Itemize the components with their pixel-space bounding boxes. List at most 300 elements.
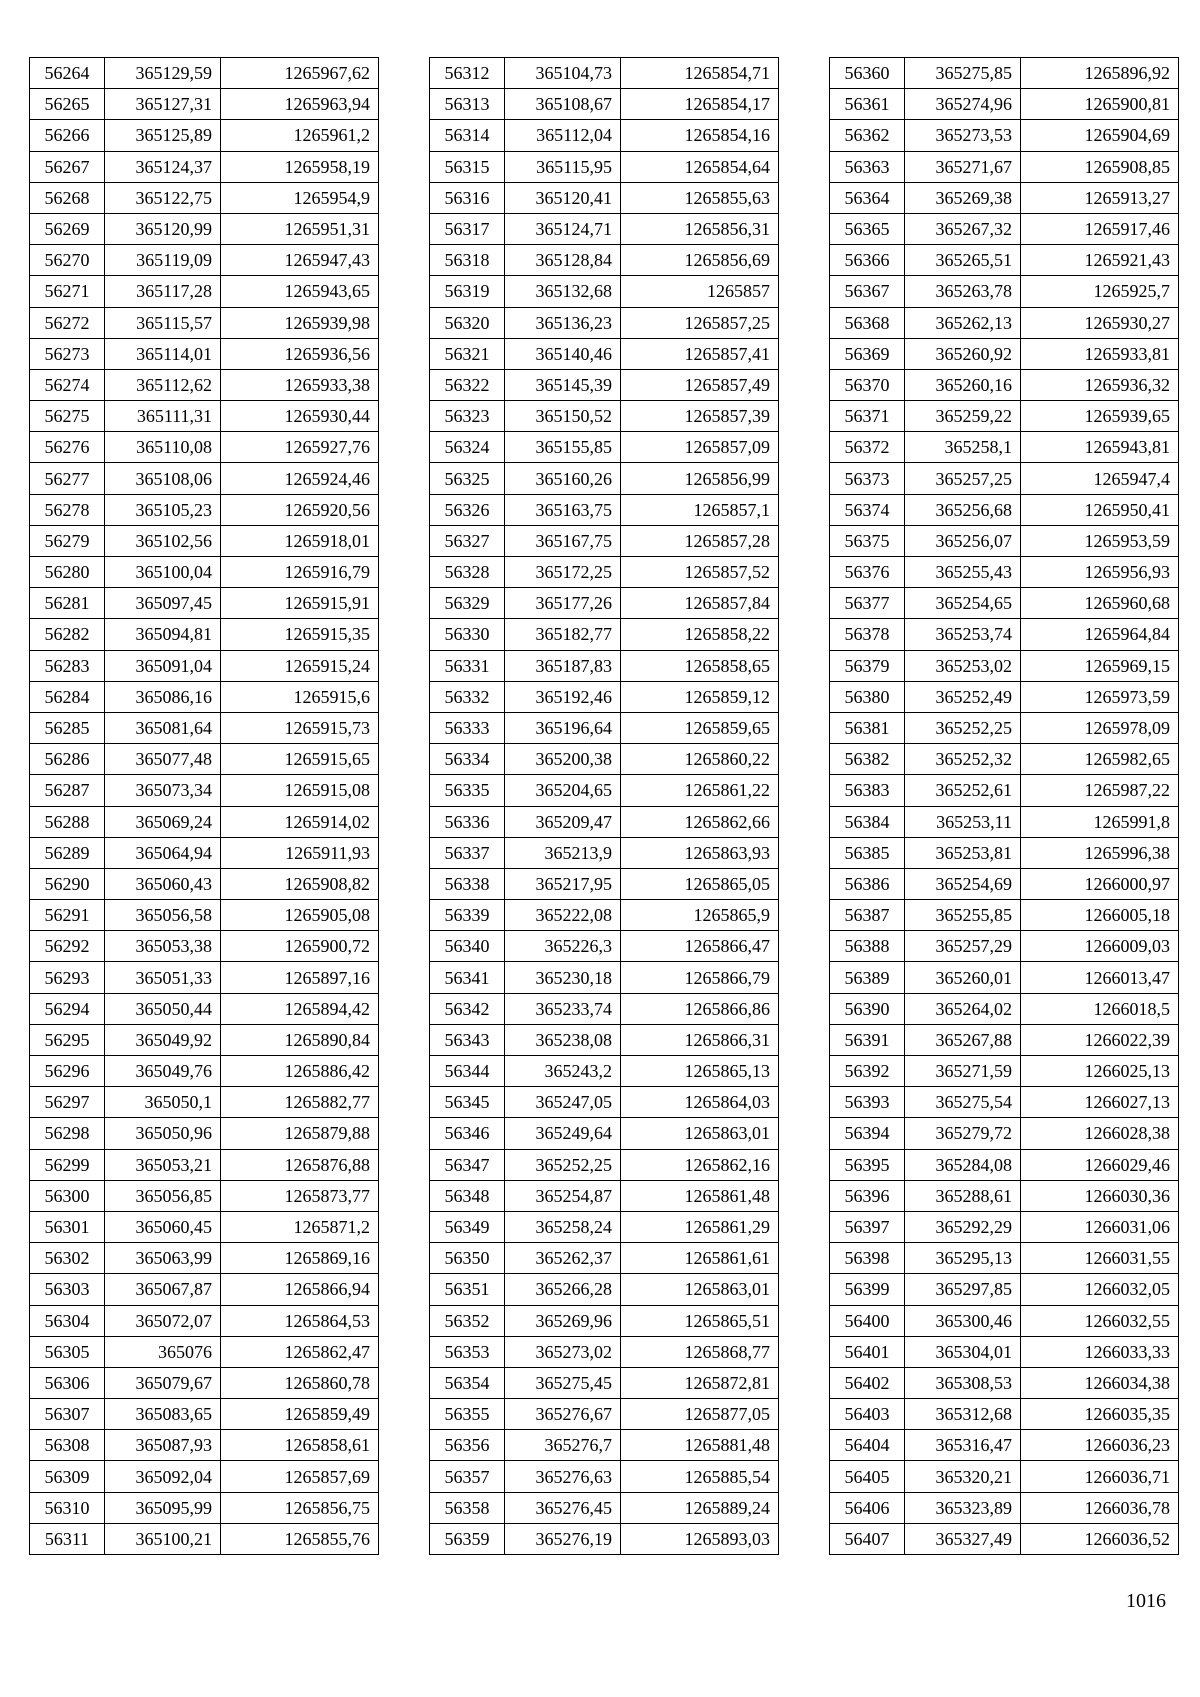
x-coordinate-cell: 365252,49 [905, 681, 1021, 712]
point-number-cell: 56400 [830, 1305, 905, 1336]
point-number-cell: 56337 [430, 837, 505, 868]
y-coordinate-cell: 1265866,86 [621, 993, 779, 1024]
point-number-cell: 56397 [830, 1211, 905, 1242]
point-number-cell: 56402 [830, 1367, 905, 1398]
point-number-cell: 56265 [30, 89, 105, 120]
point-number-cell: 56390 [830, 993, 905, 1024]
point-number-cell: 56406 [830, 1492, 905, 1523]
point-number-cell: 56341 [430, 962, 505, 993]
table-row [30, 1461, 379, 1492]
y-coordinate-cell: 1265858,22 [621, 619, 779, 650]
y-coordinate-cell: 1266009,03 [1021, 931, 1179, 962]
x-coordinate-cell: 365254,69 [905, 868, 1021, 899]
y-coordinate-cell: 1265930,44 [221, 401, 379, 432]
y-coordinate-cell: 1265864,03 [621, 1087, 779, 1118]
point-number-cell: 56299 [30, 1149, 105, 1180]
table-row [430, 557, 779, 588]
x-coordinate-cell: 365304,01 [905, 1336, 1021, 1367]
y-coordinate-cell: 1265881,48 [621, 1430, 779, 1461]
point-number-cell: 56328 [430, 557, 505, 588]
y-coordinate-cell: 1265967,62 [221, 58, 379, 89]
x-coordinate-cell: 365091,04 [105, 650, 221, 681]
point-number-cell: 56309 [30, 1461, 105, 1492]
point-number-cell: 56277 [30, 463, 105, 494]
x-coordinate-cell: 365267,32 [905, 213, 1021, 244]
x-coordinate-cell: 365276,7 [505, 1430, 621, 1461]
table-row [30, 463, 379, 494]
point-number-cell: 56360 [830, 58, 905, 89]
y-coordinate-cell: 1265855,76 [221, 1523, 379, 1554]
point-number-cell: 56365 [830, 213, 905, 244]
x-coordinate-cell: 365196,64 [505, 712, 621, 743]
table-row [30, 650, 379, 681]
y-coordinate-cell: 1265857,52 [621, 557, 779, 588]
x-coordinate-cell: 365274,96 [905, 89, 1021, 120]
point-number-cell: 56361 [830, 89, 905, 120]
point-number-cell: 56405 [830, 1461, 905, 1492]
table-row [430, 276, 779, 307]
x-coordinate-cell: 365200,38 [505, 744, 621, 775]
point-number-cell: 56279 [30, 525, 105, 556]
x-coordinate-cell: 365120,99 [105, 213, 221, 244]
point-number-cell: 56364 [830, 182, 905, 213]
x-coordinate-cell: 365125,89 [105, 120, 221, 151]
y-coordinate-cell: 1265860,22 [621, 744, 779, 775]
y-coordinate-cell: 1265924,46 [221, 463, 379, 494]
table-row [830, 1492, 1179, 1523]
x-coordinate-cell: 365115,95 [505, 151, 621, 182]
x-coordinate-cell: 365073,34 [105, 775, 221, 806]
y-coordinate-cell: 1265964,84 [1021, 619, 1179, 650]
point-number-cell: 56285 [30, 712, 105, 743]
x-coordinate-cell: 365060,45 [105, 1211, 221, 1242]
table-row [30, 962, 379, 993]
point-number-cell: 56350 [430, 1243, 505, 1274]
table-row [430, 1336, 779, 1367]
y-coordinate-cell: 1265958,19 [221, 151, 379, 182]
x-coordinate-cell: 365300,46 [905, 1305, 1021, 1336]
x-coordinate-cell: 365081,64 [105, 712, 221, 743]
y-coordinate-cell: 1266022,39 [1021, 1024, 1179, 1055]
table-row [30, 1367, 379, 1398]
table-row [430, 1056, 779, 1087]
y-coordinate-cell: 1265865,9 [621, 900, 779, 931]
point-number-cell: 56340 [430, 931, 505, 962]
coordinate-table-2 [429, 57, 779, 1555]
table-row [30, 806, 379, 837]
table-row [30, 1024, 379, 1055]
table-row [830, 1274, 1179, 1305]
x-coordinate-cell: 365288,61 [905, 1180, 1021, 1211]
table-row [830, 151, 1179, 182]
y-coordinate-cell: 1265861,22 [621, 775, 779, 806]
point-number-cell: 56389 [830, 962, 905, 993]
table-row [830, 1211, 1179, 1242]
y-coordinate-cell: 1265953,59 [1021, 525, 1179, 556]
table-row [830, 89, 1179, 120]
y-coordinate-cell: 1265866,79 [621, 962, 779, 993]
point-number-cell: 56316 [430, 182, 505, 213]
point-number-cell: 56329 [430, 588, 505, 619]
table-row [30, 993, 379, 1024]
table-row [30, 182, 379, 213]
page-number: 1016 [1126, 1590, 1166, 1612]
table-row [830, 1523, 1179, 1554]
x-coordinate-cell: 365276,67 [505, 1399, 621, 1430]
point-number-cell: 56266 [30, 120, 105, 151]
x-coordinate-cell: 365119,09 [105, 245, 221, 276]
point-number-cell: 56379 [830, 650, 905, 681]
x-coordinate-cell: 365308,53 [905, 1367, 1021, 1398]
y-coordinate-cell: 1265915,35 [221, 619, 379, 650]
point-number-cell: 56287 [30, 775, 105, 806]
table-row [430, 213, 779, 244]
table-row [830, 1367, 1179, 1398]
y-coordinate-cell: 1265915,65 [221, 744, 379, 775]
point-number-cell: 56297 [30, 1087, 105, 1118]
table-row [830, 182, 1179, 213]
table-row [430, 619, 779, 650]
x-coordinate-cell: 365056,85 [105, 1180, 221, 1211]
y-coordinate-cell: 1266030,36 [1021, 1180, 1179, 1211]
y-coordinate-cell: 1265869,16 [221, 1243, 379, 1274]
y-coordinate-cell: 1265947,4 [1021, 463, 1179, 494]
point-number-cell: 56368 [830, 307, 905, 338]
point-number-cell: 56384 [830, 806, 905, 837]
point-number-cell: 56399 [830, 1274, 905, 1305]
y-coordinate-cell: 1265857 [621, 276, 779, 307]
table-row [30, 1180, 379, 1211]
y-coordinate-cell: 1265873,77 [221, 1180, 379, 1211]
y-coordinate-cell: 1265915,08 [221, 775, 379, 806]
table-row [430, 993, 779, 1024]
point-number-cell: 56345 [430, 1087, 505, 1118]
x-coordinate-cell: 365265,51 [905, 245, 1021, 276]
point-number-cell: 56303 [30, 1274, 105, 1305]
x-coordinate-cell: 365177,26 [505, 588, 621, 619]
point-number-cell: 56308 [30, 1430, 105, 1461]
y-coordinate-cell: 1265857,69 [221, 1461, 379, 1492]
y-coordinate-cell: 1265936,32 [1021, 369, 1179, 400]
x-coordinate-cell: 365124,37 [105, 151, 221, 182]
table-row [430, 120, 779, 151]
x-coordinate-cell: 365209,47 [505, 806, 621, 837]
x-coordinate-cell: 365128,84 [505, 245, 621, 276]
table-row [830, 1430, 1179, 1461]
point-number-cell: 56380 [830, 681, 905, 712]
x-coordinate-cell: 365275,85 [905, 58, 1021, 89]
point-number-cell: 56347 [430, 1149, 505, 1180]
x-coordinate-cell: 365100,04 [105, 557, 221, 588]
y-coordinate-cell: 1265915,6 [221, 681, 379, 712]
y-coordinate-cell: 1265871,2 [221, 1211, 379, 1242]
x-coordinate-cell: 365172,25 [505, 557, 621, 588]
x-coordinate-cell: 365112,62 [105, 369, 221, 400]
y-coordinate-cell: 1265882,77 [221, 1087, 379, 1118]
y-coordinate-cell: 1266028,38 [1021, 1118, 1179, 1149]
x-coordinate-cell: 365086,16 [105, 681, 221, 712]
table-row [430, 1180, 779, 1211]
point-number-cell: 56324 [430, 432, 505, 463]
point-number-cell: 56376 [830, 557, 905, 588]
x-coordinate-cell: 365076 [105, 1336, 221, 1367]
x-coordinate-cell: 365273,53 [905, 120, 1021, 151]
table-row [430, 1399, 779, 1430]
point-number-cell: 56346 [430, 1118, 505, 1149]
table-row [30, 307, 379, 338]
y-coordinate-cell: 1265963,94 [221, 89, 379, 120]
table-row [430, 1367, 779, 1398]
x-coordinate-cell: 365260,16 [905, 369, 1021, 400]
y-coordinate-cell: 1265914,02 [221, 806, 379, 837]
table-row [430, 712, 779, 743]
table-row [30, 401, 379, 432]
x-coordinate-cell: 365117,28 [105, 276, 221, 307]
point-number-cell: 56270 [30, 245, 105, 276]
table-row [430, 1024, 779, 1055]
x-coordinate-cell: 365249,64 [505, 1118, 621, 1149]
y-coordinate-cell: 1265862,66 [621, 806, 779, 837]
table-row [830, 931, 1179, 962]
point-number-cell: 56339 [430, 900, 505, 931]
point-number-cell: 56283 [30, 650, 105, 681]
point-number-cell: 56264 [30, 58, 105, 89]
point-number-cell: 56392 [830, 1056, 905, 1087]
point-number-cell: 56374 [830, 494, 905, 525]
x-coordinate-cell: 365320,21 [905, 1461, 1021, 1492]
table-row [30, 338, 379, 369]
x-coordinate-cell: 365105,23 [105, 494, 221, 525]
y-coordinate-cell: 1265866,31 [621, 1024, 779, 1055]
x-coordinate-cell: 365056,58 [105, 900, 221, 931]
table-row [430, 182, 779, 213]
table-row [830, 900, 1179, 931]
y-coordinate-cell: 1266025,13 [1021, 1056, 1179, 1087]
table-row [830, 1118, 1179, 1149]
y-coordinate-cell: 1265859,65 [621, 712, 779, 743]
y-coordinate-cell: 1265939,65 [1021, 401, 1179, 432]
point-number-cell: 56321 [430, 338, 505, 369]
y-coordinate-cell: 1265973,59 [1021, 681, 1179, 712]
x-coordinate-cell: 365255,43 [905, 557, 1021, 588]
y-coordinate-cell: 1265908,82 [221, 868, 379, 899]
point-number-cell: 56288 [30, 806, 105, 837]
point-number-cell: 56320 [430, 307, 505, 338]
y-coordinate-cell: 1266029,46 [1021, 1149, 1179, 1180]
table-row [30, 1492, 379, 1523]
point-number-cell: 56267 [30, 151, 105, 182]
point-number-cell: 56362 [830, 120, 905, 151]
point-number-cell: 56312 [430, 58, 505, 89]
x-coordinate-cell: 365295,13 [905, 1243, 1021, 1274]
table-row [430, 868, 779, 899]
x-coordinate-cell: 365192,46 [505, 681, 621, 712]
table-row [830, 1461, 1179, 1492]
x-coordinate-cell: 365256,68 [905, 494, 1021, 525]
table-row [830, 868, 1179, 899]
point-number-cell: 56304 [30, 1305, 105, 1336]
x-coordinate-cell: 365053,38 [105, 931, 221, 962]
table-row [30, 557, 379, 588]
point-number-cell: 56363 [830, 151, 905, 182]
table-row [30, 525, 379, 556]
y-coordinate-cell: 1265857,09 [621, 432, 779, 463]
y-coordinate-cell: 1265865,05 [621, 868, 779, 899]
table-row [430, 806, 779, 837]
point-number-cell: 56335 [430, 775, 505, 806]
table-row [30, 1305, 379, 1336]
table-row [830, 1399, 1179, 1430]
point-number-cell: 56323 [430, 401, 505, 432]
x-coordinate-cell: 365253,02 [905, 650, 1021, 681]
x-coordinate-cell: 365297,85 [905, 1274, 1021, 1305]
table-row [30, 276, 379, 307]
y-coordinate-cell: 1265915,73 [221, 712, 379, 743]
point-number-cell: 56375 [830, 525, 905, 556]
table-row [830, 276, 1179, 307]
y-coordinate-cell: 1265857,49 [621, 369, 779, 400]
point-number-cell: 56403 [830, 1399, 905, 1430]
point-number-cell: 56281 [30, 588, 105, 619]
table-row [830, 806, 1179, 837]
coordinate-tables [29, 57, 1179, 1581]
y-coordinate-cell: 1265936,56 [221, 338, 379, 369]
table-row [30, 494, 379, 525]
y-coordinate-cell: 1266000,97 [1021, 868, 1179, 899]
y-coordinate-cell: 1266018,5 [1021, 993, 1179, 1024]
point-number-cell: 56289 [30, 837, 105, 868]
table-row [430, 1430, 779, 1461]
y-coordinate-cell: 1266035,35 [1021, 1399, 1179, 1430]
x-coordinate-cell: 365160,26 [505, 463, 621, 494]
x-coordinate-cell: 365108,06 [105, 463, 221, 494]
table-row [430, 775, 779, 806]
point-number-cell: 56305 [30, 1336, 105, 1367]
table-row [430, 151, 779, 182]
x-coordinate-cell: 365266,28 [505, 1274, 621, 1305]
table-row [30, 588, 379, 619]
x-coordinate-cell: 365256,07 [905, 525, 1021, 556]
point-number-cell: 56381 [830, 712, 905, 743]
table-row [430, 463, 779, 494]
y-coordinate-cell: 1265982,65 [1021, 744, 1179, 775]
y-coordinate-cell: 1265857,41 [621, 338, 779, 369]
point-number-cell: 56330 [430, 619, 505, 650]
y-coordinate-cell: 1265889,24 [621, 1492, 779, 1523]
x-coordinate-cell: 365122,75 [105, 182, 221, 213]
point-number-cell: 56302 [30, 1243, 105, 1274]
x-coordinate-cell: 365092,04 [105, 1461, 221, 1492]
y-coordinate-cell: 1265876,88 [221, 1149, 379, 1180]
x-coordinate-cell: 365253,11 [905, 806, 1021, 837]
table-row [830, 588, 1179, 619]
table-row [30, 369, 379, 400]
y-coordinate-cell: 1266034,38 [1021, 1367, 1179, 1398]
y-coordinate-cell: 1265854,71 [621, 58, 779, 89]
point-number-cell: 56387 [830, 900, 905, 931]
point-number-cell: 56291 [30, 900, 105, 931]
y-coordinate-cell: 1265930,27 [1021, 307, 1179, 338]
x-coordinate-cell: 365050,96 [105, 1118, 221, 1149]
x-coordinate-cell: 365269,38 [905, 182, 1021, 213]
x-coordinate-cell: 365312,68 [905, 1399, 1021, 1430]
y-coordinate-cell: 1265857,28 [621, 525, 779, 556]
point-number-cell: 56393 [830, 1087, 905, 1118]
table-row [430, 245, 779, 276]
y-coordinate-cell: 1265857,84 [621, 588, 779, 619]
table-row [430, 1523, 779, 1554]
point-number-cell: 56371 [830, 401, 905, 432]
point-number-cell: 56293 [30, 962, 105, 993]
table-row [30, 1243, 379, 1274]
y-coordinate-cell: 1265877,05 [621, 1399, 779, 1430]
y-coordinate-cell: 1265855,63 [621, 182, 779, 213]
y-coordinate-cell: 1265857,25 [621, 307, 779, 338]
x-coordinate-cell: 365316,47 [905, 1430, 1021, 1461]
y-coordinate-cell: 1265859,12 [621, 681, 779, 712]
point-number-cell: 56272 [30, 307, 105, 338]
x-coordinate-cell: 365284,08 [905, 1149, 1021, 1180]
table-row [430, 494, 779, 525]
table-row [30, 1336, 379, 1367]
table-row [430, 650, 779, 681]
table-row [430, 338, 779, 369]
table-row [830, 1336, 1179, 1367]
point-number-cell: 56276 [30, 432, 105, 463]
x-coordinate-cell: 365276,19 [505, 1523, 621, 1554]
x-coordinate-cell: 365269,96 [505, 1305, 621, 1336]
table-row [30, 213, 379, 244]
y-coordinate-cell: 1265943,65 [221, 276, 379, 307]
point-number-cell: 56351 [430, 1274, 505, 1305]
x-coordinate-cell: 365155,85 [505, 432, 621, 463]
point-number-cell: 56286 [30, 744, 105, 775]
x-coordinate-cell: 365252,25 [505, 1149, 621, 1180]
y-coordinate-cell: 1265913,27 [1021, 182, 1179, 213]
y-coordinate-cell: 1265856,75 [221, 1492, 379, 1523]
x-coordinate-cell: 365252,32 [905, 744, 1021, 775]
x-coordinate-cell: 365258,24 [505, 1211, 621, 1242]
table-row [430, 1274, 779, 1305]
table-row [830, 120, 1179, 151]
x-coordinate-cell: 365108,67 [505, 89, 621, 120]
x-coordinate-cell: 365182,77 [505, 619, 621, 650]
table-row [430, 1211, 779, 1242]
x-coordinate-cell: 365260,01 [905, 962, 1021, 993]
point-number-cell: 56396 [830, 1180, 905, 1211]
y-coordinate-cell: 1265868,77 [621, 1336, 779, 1367]
table-row [830, 1305, 1179, 1336]
point-number-cell: 56354 [430, 1367, 505, 1398]
point-number-cell: 56401 [830, 1336, 905, 1367]
table-row [30, 931, 379, 962]
point-number-cell: 56352 [430, 1305, 505, 1336]
table-row [430, 1087, 779, 1118]
table-row [830, 307, 1179, 338]
point-number-cell: 56294 [30, 993, 105, 1024]
x-coordinate-cell: 365140,46 [505, 338, 621, 369]
point-number-cell: 56307 [30, 1399, 105, 1430]
y-coordinate-cell: 1265933,38 [221, 369, 379, 400]
coordinate-table-3 [829, 57, 1179, 1555]
x-coordinate-cell: 365064,94 [105, 837, 221, 868]
y-coordinate-cell: 1265911,93 [221, 837, 379, 868]
point-number-cell: 56378 [830, 619, 905, 650]
point-number-cell: 56295 [30, 1024, 105, 1055]
y-coordinate-cell: 1265920,56 [221, 494, 379, 525]
table-row [830, 993, 1179, 1024]
x-coordinate-cell: 365262,13 [905, 307, 1021, 338]
